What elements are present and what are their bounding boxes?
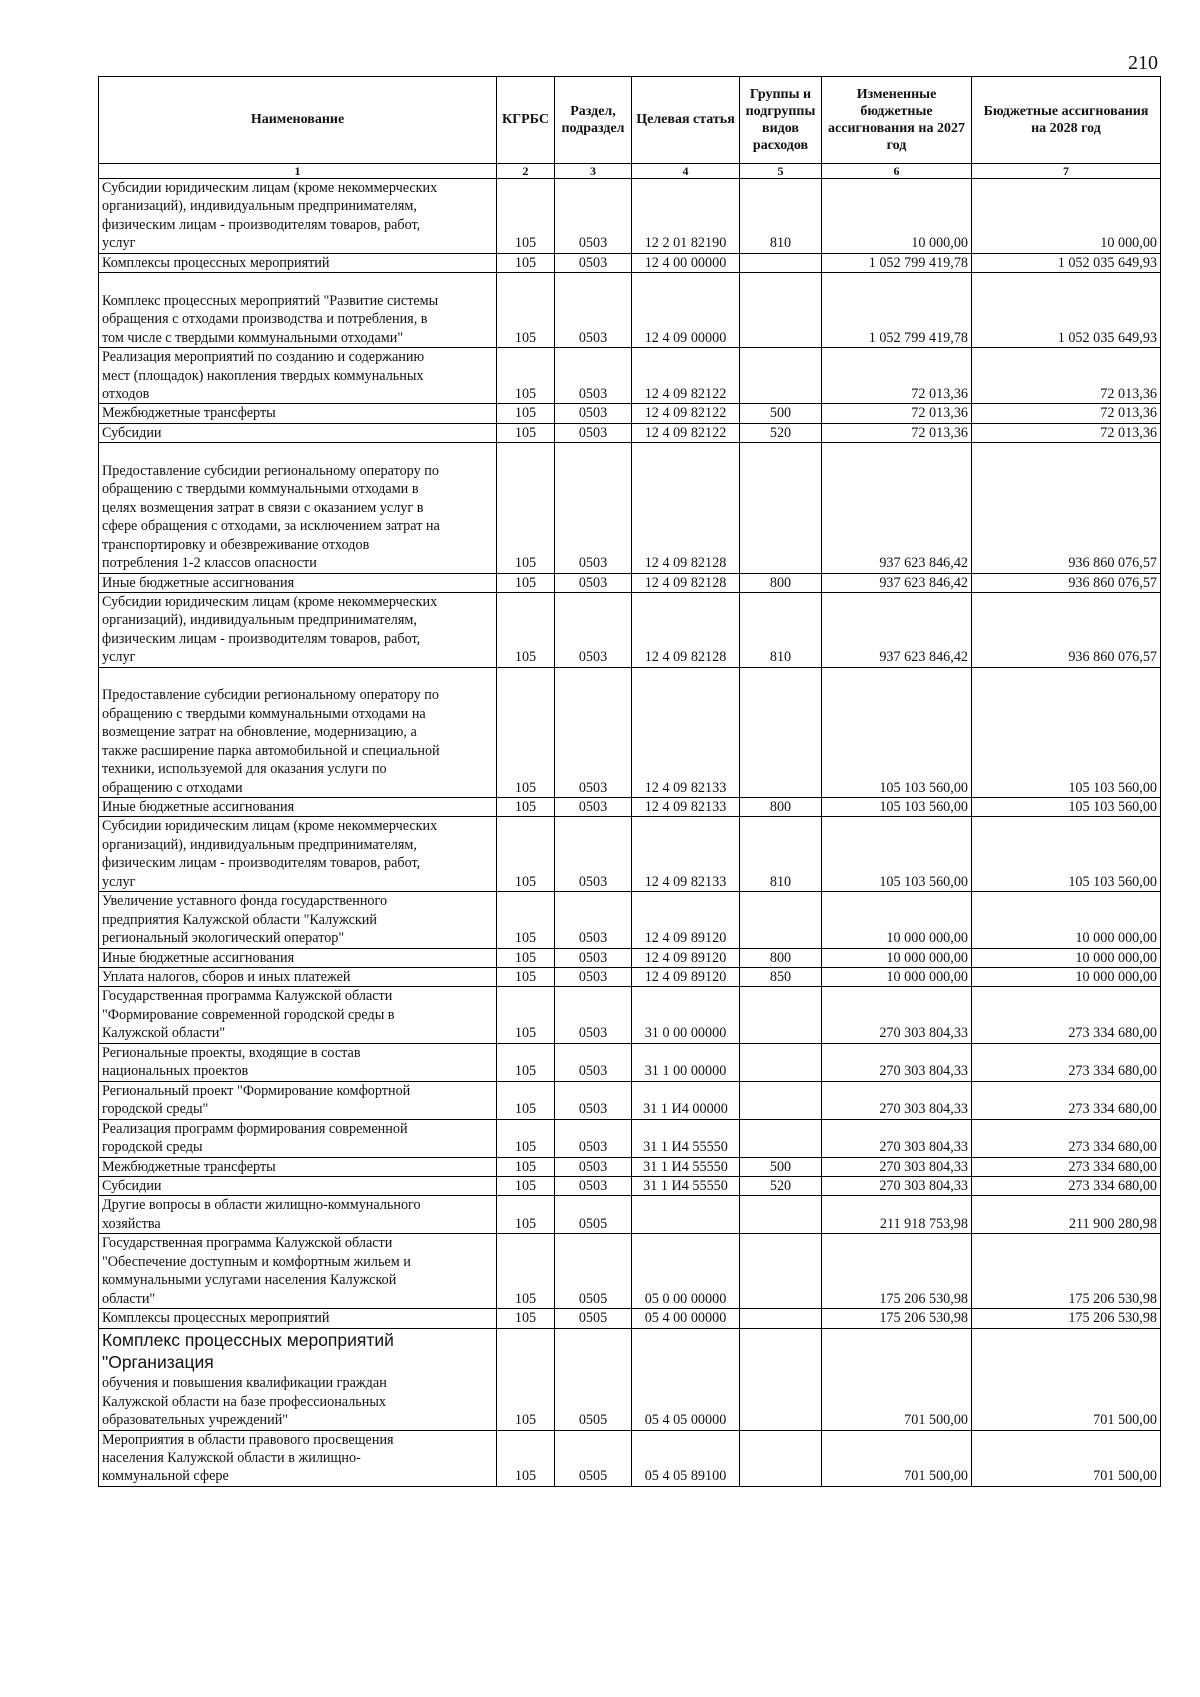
row-name-line: городской среды" [102,1101,209,1118]
amount-2028-cell: 273 334 680,00 [972,1157,1161,1176]
section-cell: 0503 [555,987,632,1043]
target-cell [632,1196,740,1234]
groups-cell [740,987,822,1043]
amount-2028-cell: 10 000 000,00 [972,968,1161,987]
row-name-line: организаций), индивидуальным предпринимателям, [102,836,417,853]
row-name-line: обращения с отходами производства и потребления, в [102,311,428,328]
groups-cell: 520 [740,1177,822,1196]
row-name-cell [99,667,497,797]
table-row [99,1043,1161,1081]
row-name-line: услуг [102,649,136,666]
section-cell: 0503 [555,797,632,816]
amount-2027-cell: 937 623 846,42 [822,592,972,667]
amount-2028-cell: 105 103 560,00 [972,817,1161,892]
section-cell: 0503 [555,667,632,797]
amount-2028-cell: 273 334 680,00 [972,987,1161,1043]
target-cell: 05 4 05 00000 [632,1328,740,1430]
target-cell: 12 2 01 82190 [632,179,740,254]
section-cell: 0503 [555,443,632,573]
table-row [99,1177,1161,1196]
row-name-line: Субсидии [102,1178,162,1195]
kgrbs-cell: 105 [497,443,555,573]
table-row [99,179,1161,254]
amount-2028-cell: 936 860 076,57 [972,573,1161,592]
row-name-cell [99,443,497,573]
target-cell: 31 0 00 00000 [632,987,740,1043]
row-name-line: "Обеспечение доступным и комфортным жильем и [102,1253,411,1270]
column-number-row [99,164,1161,179]
row-name-line: услуг [102,235,136,252]
column-number: 5 [740,164,822,179]
amount-2028-cell: 10 000 000,00 [972,892,1161,948]
kgrbs-cell: 105 [497,1119,555,1157]
table-row [99,592,1161,667]
groups-cell [740,1043,822,1081]
row-name-line: Субсидии юридическим лицам (кроме некоммерческих [102,593,438,610]
kgrbs-cell: 105 [497,817,555,892]
target-cell: 31 1 И4 00000 [632,1081,740,1119]
amount-2027-cell: 72 013,36 [822,348,972,404]
row-name-line: национальных проектов [102,1063,249,1080]
row-name-line: физическим лицам - производителям товаров, работ, [102,855,421,872]
row-name-line: Комплексы процессных мероприятий [102,1310,330,1327]
amount-2028-cell: 1 052 035 649,93 [972,253,1161,272]
amount-2028-cell: 10 000,00 [972,179,1161,254]
groups-cell: 850 [740,968,822,987]
header-kgrbs: КГРБС [497,77,555,164]
amount-2028-cell: 701 500,00 [972,1430,1161,1486]
row-name-cell [99,987,497,1043]
section-cell: 0503 [555,404,632,423]
target-cell: 12 4 00 00000 [632,253,740,272]
row-name-line [102,443,493,461]
row-name-line: техники, используемой для оказания услуги по [102,761,387,778]
row-name-line: Межбюджетные трансферты [102,1158,276,1175]
groups-cell: 800 [740,573,822,592]
row-name-line: "Формирование современной городской среды в [102,1006,395,1023]
groups-cell: 800 [740,948,822,967]
row-name-line: Предоставление субсидии региональному оператору по [102,687,439,704]
target-cell: 12 4 09 82133 [632,667,740,797]
row-name-cell [99,1177,497,1196]
groups-cell [740,1328,822,1430]
table-row [99,404,1161,423]
amount-2028-cell: 936 860 076,57 [972,592,1161,667]
table-row [99,1119,1161,1157]
header-row [99,77,1161,164]
column-number: 1 [99,164,497,179]
row-name-line: Иные бюджетные ассигнования [102,949,295,966]
target-cell: 12 4 09 82133 [632,817,740,892]
row-name-line: Комплекс процессных мероприятий "Организация [102,1329,394,1373]
target-cell: 12 4 09 82128 [632,592,740,667]
kgrbs-cell: 105 [497,1328,555,1430]
row-name-cell [99,253,497,272]
section-cell: 0505 [555,1196,632,1234]
amount-2027-cell: 937 623 846,42 [822,573,972,592]
kgrbs-cell: 105 [497,253,555,272]
amount-2027-cell: 105 103 560,00 [822,817,972,892]
row-name-line: предприятия Калужской области "Калужский [102,911,377,928]
row-name-cell [99,817,497,892]
row-name-cell [99,1157,497,1176]
row-name-line: Региональный проект "Формирование комфортной [102,1082,411,1099]
amount-2027-cell: 211 918 753,98 [822,1196,972,1234]
target-cell: 12 4 09 82133 [632,797,740,816]
row-name-cell [99,179,497,254]
header-name: Наименование [99,77,497,164]
kgrbs-cell: 105 [497,1309,555,1328]
row-name-line: населения Калужской области в жилищно- [102,1449,361,1466]
table-row [99,948,1161,967]
row-name-cell [99,1430,497,1486]
section-cell: 0503 [555,817,632,892]
row-name-cell [99,1309,497,1328]
kgrbs-cell: 105 [497,273,555,348]
amount-2027-cell: 270 303 804,33 [822,1157,972,1176]
row-name-line [102,668,493,686]
row-name-line: Иные бюджетные ассигнования [102,574,295,591]
target-cell: 12 4 09 82128 [632,573,740,592]
row-name-line: обращению с твердыми коммунальными отходами на [102,705,426,722]
row-name-cell [99,348,497,404]
amount-2027-cell: 10 000 000,00 [822,948,972,967]
amount-2027-cell: 1 052 799 419,78 [822,273,972,348]
amount-2028-cell: 175 206 530,98 [972,1234,1161,1309]
target-cell: 31 1 И4 55550 [632,1119,740,1157]
section-cell: 0503 [555,348,632,404]
amount-2028-cell: 105 103 560,00 [972,797,1161,816]
table-row [99,1081,1161,1119]
kgrbs-cell: 105 [497,667,555,797]
budget-table [98,76,1161,1487]
amount-2028-cell: 105 103 560,00 [972,667,1161,797]
kgrbs-cell: 105 [497,1081,555,1119]
amount-2027-cell: 701 500,00 [822,1328,972,1430]
amount-2028-cell: 701 500,00 [972,1328,1161,1430]
row-name-line: обращению с отходами [102,779,243,796]
table-row [99,968,1161,987]
row-name-cell [99,1119,497,1157]
table-row [99,987,1161,1043]
row-name-line: Межбюджетные трансферты [102,405,276,422]
target-cell: 12 4 09 89120 [632,968,740,987]
row-name-line: Другие вопросы в области жилищно-коммунального [102,1197,421,1214]
groups-cell: 810 [740,592,822,667]
row-name-line: Государственная программа Калужской области [102,1235,393,1252]
row-name-line: Калужской области на базе профессиональных [102,1393,386,1410]
section-cell: 0503 [555,253,632,272]
kgrbs-cell: 105 [497,1177,555,1196]
section-cell: 0503 [555,1119,632,1157]
kgrbs-cell: 105 [497,1196,555,1234]
groups-cell [740,253,822,272]
row-name-line: обращению с твердыми коммунальными отходами в [102,481,419,498]
groups-cell [740,1234,822,1309]
row-name-line: Субсидии юридическим лицам (кроме некоммерческих [102,180,438,196]
kgrbs-cell: 105 [497,1043,555,1081]
kgrbs-cell: 105 [497,348,555,404]
target-cell: 31 1 00 00000 [632,1043,740,1081]
section-cell: 0503 [555,179,632,254]
groups-cell: 500 [740,404,822,423]
amount-2028-cell: 936 860 076,57 [972,443,1161,573]
groups-cell: 810 [740,179,822,254]
row-name-line: региональный экологический оператор" [102,930,345,947]
header-changed-2027: Измененные бюджетные ассигнования на 2027 год [822,77,972,164]
amount-2028-cell: 72 013,36 [972,404,1161,423]
target-cell: 12 4 09 89120 [632,892,740,948]
kgrbs-cell: 105 [497,892,555,948]
column-number: 4 [632,164,740,179]
table-row [99,817,1161,892]
row-name-line: том числе с твердыми коммунальными отходами" [102,329,404,346]
groups-cell: 500 [740,1157,822,1176]
groups-cell [740,443,822,573]
section-cell: 0503 [555,273,632,348]
table-row [99,253,1161,272]
row-name-line: коммунальными услугами населения Калужской [102,1272,397,1289]
kgrbs-cell: 105 [497,948,555,967]
amount-2027-cell: 10 000 000,00 [822,968,972,987]
groups-cell [740,667,822,797]
table-row [99,573,1161,592]
column-number: 6 [822,164,972,179]
row-name-line: отходов [102,385,150,402]
row-name-line: Предоставление субсидии региональному оператору по [102,462,439,479]
amount-2028-cell: 273 334 680,00 [972,1119,1161,1157]
amount-2027-cell: 105 103 560,00 [822,797,972,816]
table-row [99,443,1161,573]
row-name-line: Государственная программа Калужской области [102,988,393,1005]
row-name-cell [99,1328,497,1430]
target-cell: 12 4 09 89120 [632,948,740,967]
amount-2027-cell: 270 303 804,33 [822,1119,972,1157]
row-name-line: городской среды [102,1139,203,1156]
section-cell: 0503 [555,573,632,592]
target-cell: 12 4 09 82128 [632,443,740,573]
row-name-cell [99,592,497,667]
row-name-line: потребления 1-2 классов опасности [102,555,317,572]
row-name-cell [99,1081,497,1119]
groups-cell [740,273,822,348]
groups-cell: 520 [740,423,822,442]
kgrbs-cell: 105 [497,1157,555,1176]
kgrbs-cell: 105 [497,404,555,423]
table-row [99,1234,1161,1309]
column-number: 3 [555,164,632,179]
row-name-line: хозяйства [102,1215,161,1232]
amount-2027-cell: 1 052 799 419,78 [822,253,972,272]
column-number: 7 [972,164,1161,179]
amount-2028-cell: 211 900 280,98 [972,1196,1161,1234]
row-name-line: Региональные проекты, входящие в состав [102,1044,361,1061]
row-name-line: образовательных учреждений" [102,1412,289,1429]
kgrbs-cell: 105 [497,797,555,816]
table-row [99,348,1161,404]
row-name-line: Комплексы процессных мероприятий [102,254,330,271]
kgrbs-cell: 105 [497,987,555,1043]
row-name-line: также расширение парка автомобильной и специальной [102,742,440,759]
row-name-line: транспортировку и обезвреживание отходов [102,536,370,553]
header-budget-2028: Бюджетные ассигнования на 2028 год [972,77,1161,164]
amount-2027-cell: 937 623 846,42 [822,443,972,573]
header-section: Раздел, подраздел [555,77,632,164]
groups-cell [740,1196,822,1234]
table-row [99,667,1161,797]
section-cell: 0505 [555,1328,632,1430]
row-name-line: Реализация мероприятий по созданию и содержанию [102,349,425,366]
kgrbs-cell: 105 [497,968,555,987]
amount-2028-cell: 1 052 035 649,93 [972,273,1161,348]
section-cell: 0505 [555,1430,632,1486]
table-row [99,892,1161,948]
section-cell: 0505 [555,1234,632,1309]
row-name-cell [99,797,497,816]
section-cell: 0503 [555,1043,632,1081]
row-name-line: Калужской области" [102,1025,226,1042]
groups-cell [740,1309,822,1328]
kgrbs-cell: 105 [497,1234,555,1309]
kgrbs-cell: 105 [497,592,555,667]
target-cell: 12 4 09 82122 [632,423,740,442]
section-cell: 0503 [555,892,632,948]
target-cell: 05 4 05 89100 [632,1430,740,1486]
groups-cell [740,1119,822,1157]
table-row [99,1328,1161,1430]
section-cell: 0503 [555,948,632,967]
row-name-line: организаций), индивидуальным предпринимателям, [102,612,417,629]
row-name-line: услуг [102,873,136,890]
amount-2027-cell: 72 013,36 [822,404,972,423]
row-name-line: мест (площадок) накопления твердых коммунальных [102,367,424,384]
row-name-line: Мероприятия в области правового просвещения [102,1431,394,1448]
target-cell: 05 0 00 00000 [632,1234,740,1309]
amount-2028-cell: 72 013,36 [972,423,1161,442]
column-number: 2 [497,164,555,179]
header-target: Целевая статья [632,77,740,164]
groups-cell: 800 [740,797,822,816]
amount-2027-cell: 270 303 804,33 [822,1081,972,1119]
kgrbs-cell: 105 [497,1430,555,1486]
section-cell: 0503 [555,1081,632,1119]
section-cell: 0503 [555,1177,632,1196]
table-body [99,179,1161,1487]
amount-2028-cell: 273 334 680,00 [972,1043,1161,1081]
row-name-cell [99,968,497,987]
target-cell: 31 1 И4 55550 [632,1177,740,1196]
amount-2027-cell: 10 000,00 [822,179,972,254]
kgrbs-cell: 105 [497,573,555,592]
header-groups: Группы и подгруппы видов расходов [740,77,822,164]
row-name-line: Субсидии [102,424,162,441]
row-name-line: сфере обращения с отходами, за исключением затрат на [102,518,440,535]
row-name-cell [99,1234,497,1309]
row-name-line [102,273,493,291]
kgrbs-cell: 105 [497,179,555,254]
row-name-cell [99,404,497,423]
row-name-line: Субсидии юридическим лицам (кроме некоммерческих [102,818,438,835]
section-cell: 0505 [555,1309,632,1328]
amount-2027-cell: 270 303 804,33 [822,987,972,1043]
groups-cell: 810 [740,817,822,892]
page-number: 210 [1128,52,1158,74]
amount-2027-cell: 701 500,00 [822,1430,972,1486]
table-row [99,1157,1161,1176]
target-cell: 12 4 09 82122 [632,348,740,404]
row-name-line: Реализация программ формирования современной [102,1120,408,1137]
groups-cell [740,348,822,404]
amount-2027-cell: 105 103 560,00 [822,667,972,797]
table-row [99,1309,1161,1328]
amount-2027-cell: 175 206 530,98 [822,1309,972,1328]
row-name-cell [99,273,497,348]
table-row [99,797,1161,816]
amount-2027-cell: 270 303 804,33 [822,1043,972,1081]
table-row [99,1196,1161,1234]
row-name-line: обучения и повышения квалификации граждан [102,1375,387,1392]
row-name-cell [99,948,497,967]
row-name-cell [99,1196,497,1234]
groups-cell [740,892,822,948]
row-name-line: Комплекс процессных мероприятий "Развитие системы [102,292,439,309]
section-cell: 0503 [555,968,632,987]
row-name-line: области" [102,1290,156,1307]
target-cell: 05 4 00 00000 [632,1309,740,1328]
row-name-cell [99,1043,497,1081]
row-name-line: коммунальной сфере [102,1468,229,1485]
amount-2028-cell: 273 334 680,00 [972,1177,1161,1196]
row-name-line: Иные бюджетные ассигнования [102,798,295,815]
target-cell: 12 4 09 00000 [632,273,740,348]
amount-2028-cell: 72 013,36 [972,348,1161,404]
row-name-line: организаций), индивидуальным предпринимателям, [102,198,417,215]
amount-2027-cell: 10 000 000,00 [822,892,972,948]
section-cell: 0503 [555,1157,632,1176]
row-name-line: физическим лицам - производителям товаров, работ, [102,630,421,647]
kgrbs-cell: 105 [497,423,555,442]
row-name-cell [99,423,497,442]
groups-cell [740,1081,822,1119]
row-name-cell [99,573,497,592]
section-cell: 0503 [555,423,632,442]
target-cell: 12 4 09 82122 [632,404,740,423]
row-name-line: возмещение затрат на обновление, модернизацию, а [102,724,417,741]
amount-2028-cell: 175 206 530,98 [972,1309,1161,1328]
amount-2027-cell: 270 303 804,33 [822,1177,972,1196]
row-name-line: Увеличение уставного фонда государственного [102,893,388,910]
section-cell: 0503 [555,592,632,667]
table-row [99,273,1161,348]
row-name-cell [99,892,497,948]
row-name-line: целях возмещения затрат в связи с оказанием услуг в [102,499,424,516]
groups-cell [740,1430,822,1486]
row-name-line: Уплата налогов, сборов и иных платежей [102,969,351,986]
amount-2028-cell: 10 000 000,00 [972,948,1161,967]
table-row [99,423,1161,442]
row-name-line: физическим лицам - производителям товаров, работ, [102,216,421,233]
table-row [99,1430,1161,1486]
amount-2027-cell: 72 013,36 [822,423,972,442]
amount-2028-cell: 273 334 680,00 [972,1081,1161,1119]
amount-2027-cell: 175 206 530,98 [822,1234,972,1309]
target-cell: 31 1 И4 55550 [632,1157,740,1176]
